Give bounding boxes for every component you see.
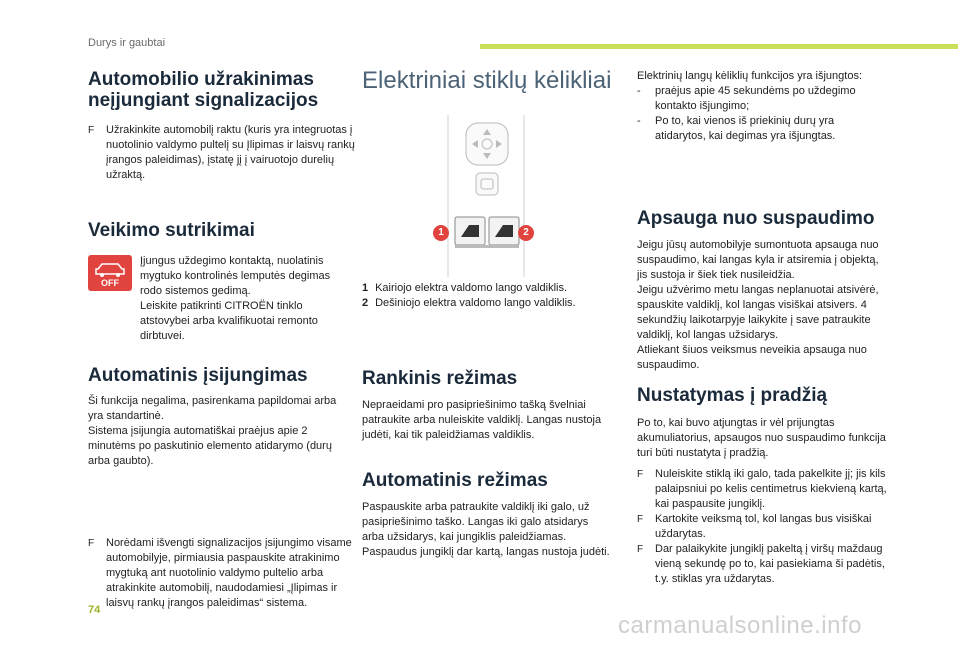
heading-manual-mode: Rankinis režimas [362,368,518,389]
dash-item: - praėjus apie 45 sekundėms po uždegimo kontakto išjungimo; [637,85,856,112]
reset-step [637,542,887,587]
auto-activation-text-2: Sistema įsijungia automatiškai praėjus apie 2 minutėms po paskutinio elemento atidarymo (durų arba gaubto). [88,425,332,467]
windows-disabled-list [637,84,887,144]
reset-step-text: Dar palaikykite jungiklį pakeltą į viršų maždaug vieną sekundę po to, kai pasiekiama ši padėtis, t.y. stiklas yra uždarytas. [655,543,885,585]
legend-text: Kairiojo elektra valdomo lango valdiklis. [375,282,568,294]
legend-item [362,296,622,311]
heading-automatic-mode: Automatinis režimas [362,470,548,491]
window-switch-diagram [420,115,550,277]
auto-activation-text [88,394,340,469]
anti-pinch-text [637,238,887,373]
lock-bullet [88,123,358,183]
legend-number: 2 [362,297,369,309]
section-label: Durys ir gaubtai [88,37,166,49]
reset-step [637,467,887,512]
heading-power-windows: Elektriniai stiklų kėlikliai [362,67,612,94]
callout-badge-1: 1 [433,225,449,241]
switch-legend [362,281,622,311]
automatic-mode-text-1: Paspauskite arba patraukite valdiklį iki galo, už pasipriešinimo taško. Langas iki galo atsidarys arba užsidarys, kai jungiklis paleidžiamas. [362,501,590,543]
manual-mode-text: Nepraeidami pro pasipriešinimo tašką švelniai patraukite arba nuleiskite valdiklį. Langas nustoja judėti, kai tik paleidžiamas valdiklis. [362,399,602,441]
reset-step-text: Kartokite veiksmą tol, kol langas bus visiškai uždarytas. [655,513,872,540]
legend-text: Dešiniojo elektra valdomo lango valdiklis. [375,297,576,309]
reset-text: Po to, kai buvo atjungtas ir vėl prijungtas akumuliatorius, apsaugos nuo suspaudimo funkcija turi būti nustatyta į pradžią. [637,417,886,459]
anti-pinch-text-1: Jeigu jūsų automobilyje sumontuota apsauga nuo suspaudimo, kai langas kyla ir atsiremia į objektą, jis sustoja ir šiek tiek nusileidžia. [637,239,879,281]
section-accent-bar [480,44,958,49]
dash-item-text: Po to, kai vienos iš priekinių durų yra atidarytos, kai degimas yra išjungtas. [655,115,836,142]
dash-item: - Po to, kai vienos iš priekinių durų yra atidarytos, kai degimas yra išjungtas. [637,115,836,142]
malfunction-text-1: Įjungus uždegimo kontaktą, nuolatinis mygtuko kontrolinės lemputės degimas rodo sistemos gedimą. [140,255,331,297]
malfunction-text-2: Leiskite patikrinti CITROËN tinklo atstovybei arba kvalifikuotai remonto dirbtuvei. [140,300,318,342]
heading-lock-without-alarm: Automobilio užrakinimas neįjungiant signalizacijos [88,69,319,111]
heading-malfunction: Veikimo sutrikimai [88,220,255,241]
automatic-mode-text [362,500,612,560]
bullet-icon: F [88,538,95,549]
legend-number: 1 [362,282,369,294]
anti-pinch-text-2: Jeigu užvėrimo metu langas neplanuotai atsivėrė, spauskite valdiklį, kol langas visiškai atsivers. 4 sekundžių laikotarpyje laikykite į save patraukite valdiklį, kol langas užsidarys. [637,284,879,341]
callout-badge-2: 2 [518,225,534,241]
heading-auto-activation: Automatinis įsijungimas [88,365,308,386]
reset-step [637,512,887,542]
reset-steps [637,467,887,587]
automatic-mode-text-2: Paspaudus jungiklį dar kartą, langas nustoja judėti. [362,546,610,558]
bullet-icon: F [88,125,95,136]
auto-activation-text-1: Ši funkcija negalima, pasirenkama papildomai arba yra standartinė. [88,395,337,422]
anti-pinch-text-3: Atliekant šiuos veiksmus neveikia apsauga nuo suspaudimo. [637,344,867,371]
lock-bullet-text: Užrakinkite automobilį raktu (kuris yra integruotas į nuotolinio valdymo pultelį su Įlipimas ir laisvų rankų įrangos paleidimas), įstatę jį į vairuotojo durelių užraktą. [106,124,355,181]
dash-item-text: praėjus apie 45 sekundėms po uždegimo kontakto išjungimo; [655,85,856,112]
off-label: OFF [101,278,119,288]
bullet-icon: F [637,514,644,525]
watermark: carmanualsonline.info [618,612,862,639]
windows-disabled-intro: Elektrinių langų kėliklių funkcijos yra išjungtos: [637,70,862,82]
reset-step-text: Nuleiskite stiklą iki galo, tada pakelkite jį; jis kils palaipsniui po kelis centimetrus kiekvieną kartą, kai paspausite jungiklį. [655,468,887,510]
bullet-icon: F [637,544,644,555]
heading-anti-pinch: Apsauga nuo suspaudimo [637,208,875,229]
bullet-icon: F [637,469,644,480]
auto-activation-bullet-text: Norėdami išvengti signalizacijos įsijungimo visame automobilyje, pirmiausia paspauskite atrakinimo mygtuką ant nuotolinio valdymo pultelio arba atrakinkite automobilį, naudodamiesi „Įlipimas ir laisvų rankų įrangos paleidimas“ sistema. [106,537,352,609]
auto-activation-bullet [88,536,358,611]
page-number: 74 [88,604,101,616]
legend-item [362,281,622,296]
heading-reset: Nustatymas į pradžią [637,385,828,406]
malfunction-text [140,254,340,344]
